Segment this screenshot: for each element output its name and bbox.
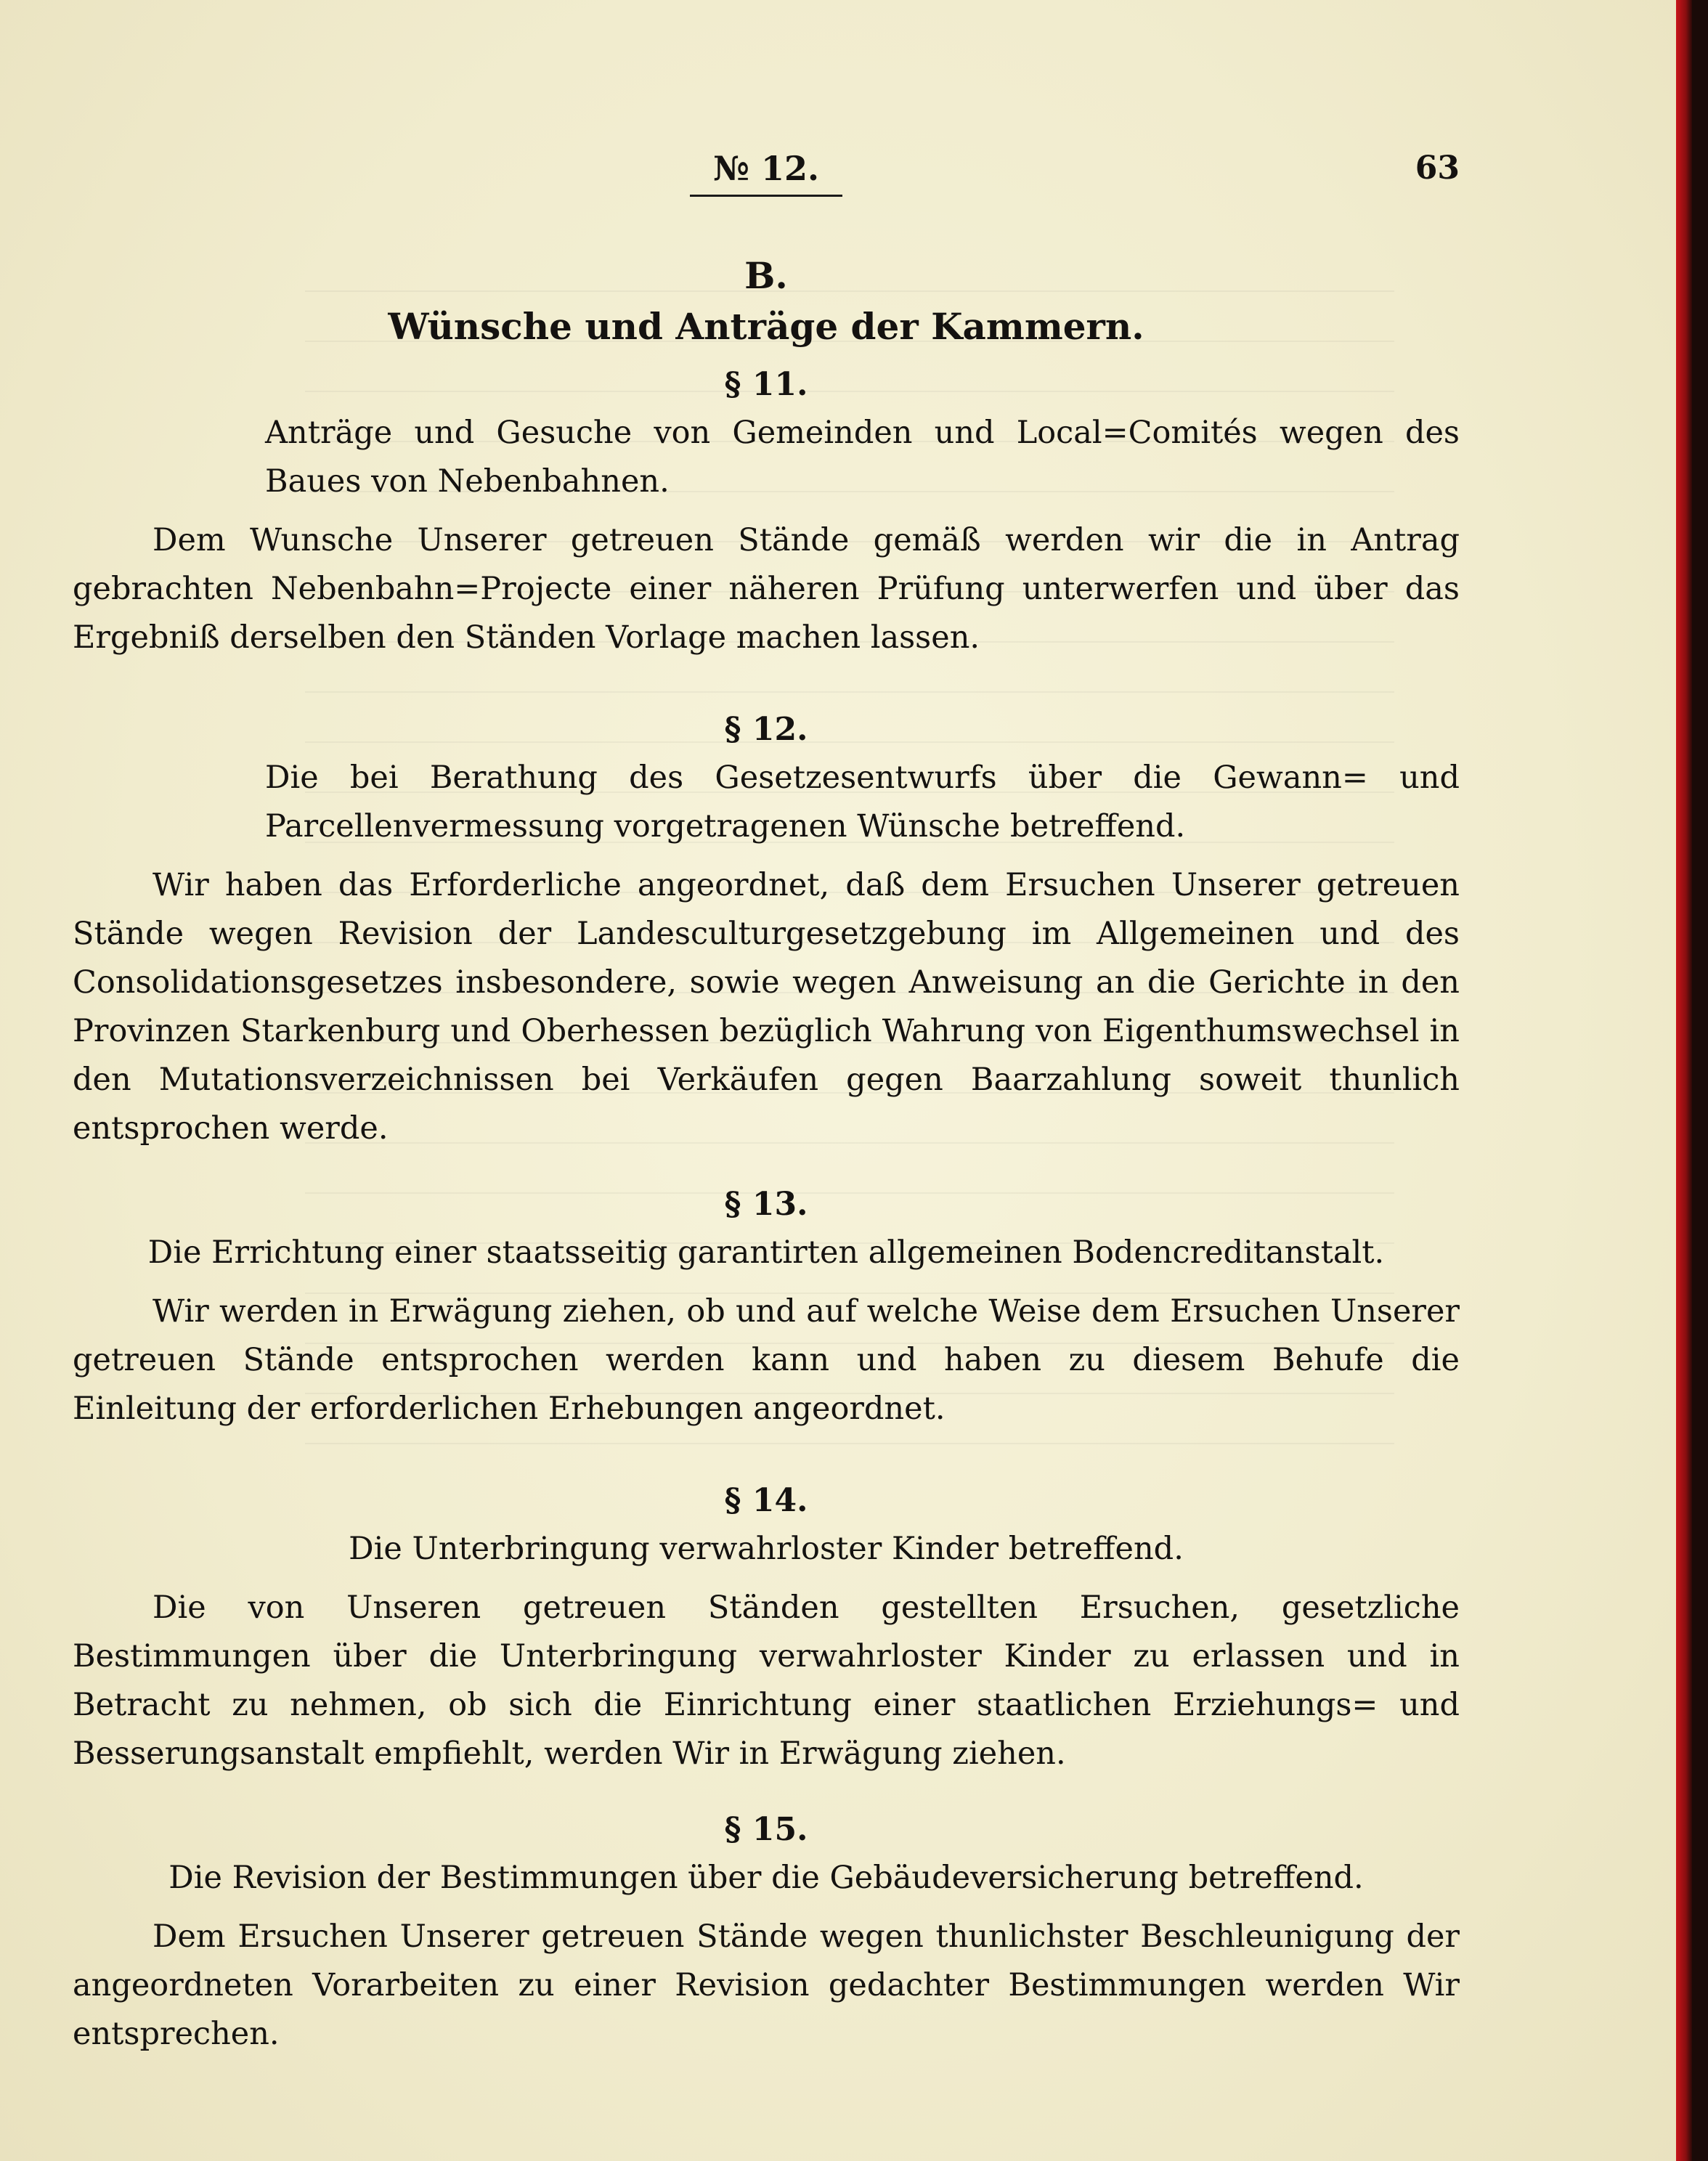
paragraph-body: Dem Ersuchen Unserer getreuen Stände wegen thunlichster Beschleunigung der angeordneten Vorarbeiten zu einer Revision gedachter Bestimmungen werden Wir entsprechen. xyxy=(73,1918,1460,2052)
paragraph-12 xyxy=(73,706,1460,1153)
paragraph-14 xyxy=(73,1477,1460,1778)
page-edge-binding xyxy=(1676,0,1692,2161)
section-title: Wünsche und Anträge der Kammern. xyxy=(388,305,1144,348)
paragraph-subject: Anträge und Gesuche von Gemeinden und Local=Comités wegen des Baues von Nebenbahnen. xyxy=(265,415,1460,500)
page-content xyxy=(73,251,1460,2059)
paragraph-body: Wir werden in Erwägung ziehen, ob und auf welche Weise dem Ersuchen Unserer getreuen Stände entsprochen werden kann und haben zu diesem Behufe die Einleitung der erforderlichen Erhebungen angeordnet. xyxy=(73,1293,1460,1427)
paragraph-number: § 11. xyxy=(724,366,808,403)
paragraph-subject: Die Unterbringung verwahrloster Kinder betreffend. xyxy=(349,1531,1184,1567)
paragraph-15 xyxy=(73,1806,1460,2059)
paragraph-body: Dem Wunsche Unserer getreuen Stände gemäß werden wir die in Antrag gebrachten Nebenbahn=Projecte einer näheren Prüfung unterwerfen und über das Ergebniß derselben den Ständen Vorlage machen lassen. xyxy=(73,522,1460,656)
paragraph-13 xyxy=(73,1181,1460,1433)
paragraph-subject: Die Revision der Bestimmungen über die Gebäudeversicherung betreffend. xyxy=(168,1860,1364,1896)
paragraph-number: § 13. xyxy=(724,1186,808,1223)
section-letter: B. xyxy=(744,254,788,297)
paragraph-body: Wir haben das Erforderliche angeordnet, daß dem Ersuchen Unserer getreuen Stände wegen Revision der Landesculturgesetzgebung im Allgemeinen und des Consolidationsgesetzes insbesondere, sowie wegen Anweisung an die Gerichte in den Provinzen Starkenburg und Oberhessen bezüglich Wahrung von Eigenthumswechsel in den Mutationsverzeichnissen bei Verkäufen gegen Baarzahlung soweit thunlich entsprochen werde. xyxy=(73,867,1460,1147)
paragraph-number: § 12. xyxy=(724,711,808,748)
page-header xyxy=(0,145,1692,203)
page-number: 63 xyxy=(1415,150,1460,187)
paragraph-subject: Die bei Berathung des Gesetzesentwurfs über die Gewann= und Parcellenvermessung vorgetragenen Wünsche betreffend. xyxy=(265,760,1460,845)
paragraph-number: § 15. xyxy=(724,1811,808,1848)
paragraph-11 xyxy=(73,361,1460,662)
paragraph-body: Die von Unseren getreuen Ständen gestellten Ersuchen, gesetzliche Bestimmungen über die Unterbringung verwahrloster Kinder zu erlassen und in Betracht zu nehmen, ob sich die Einrichtung einer staatlichen Erziehungs= und Besserungsanstalt empfiehlt, werden Wir in Erwägung ziehen. xyxy=(73,1590,1460,1772)
paragraph-number: § 14. xyxy=(724,1482,808,1519)
issue-number: № 12. xyxy=(690,145,842,197)
paragraph-subject: Die Errichtung einer staatsseitig garantirten allgemeinen Bodencreditanstalt. xyxy=(147,1234,1385,1271)
